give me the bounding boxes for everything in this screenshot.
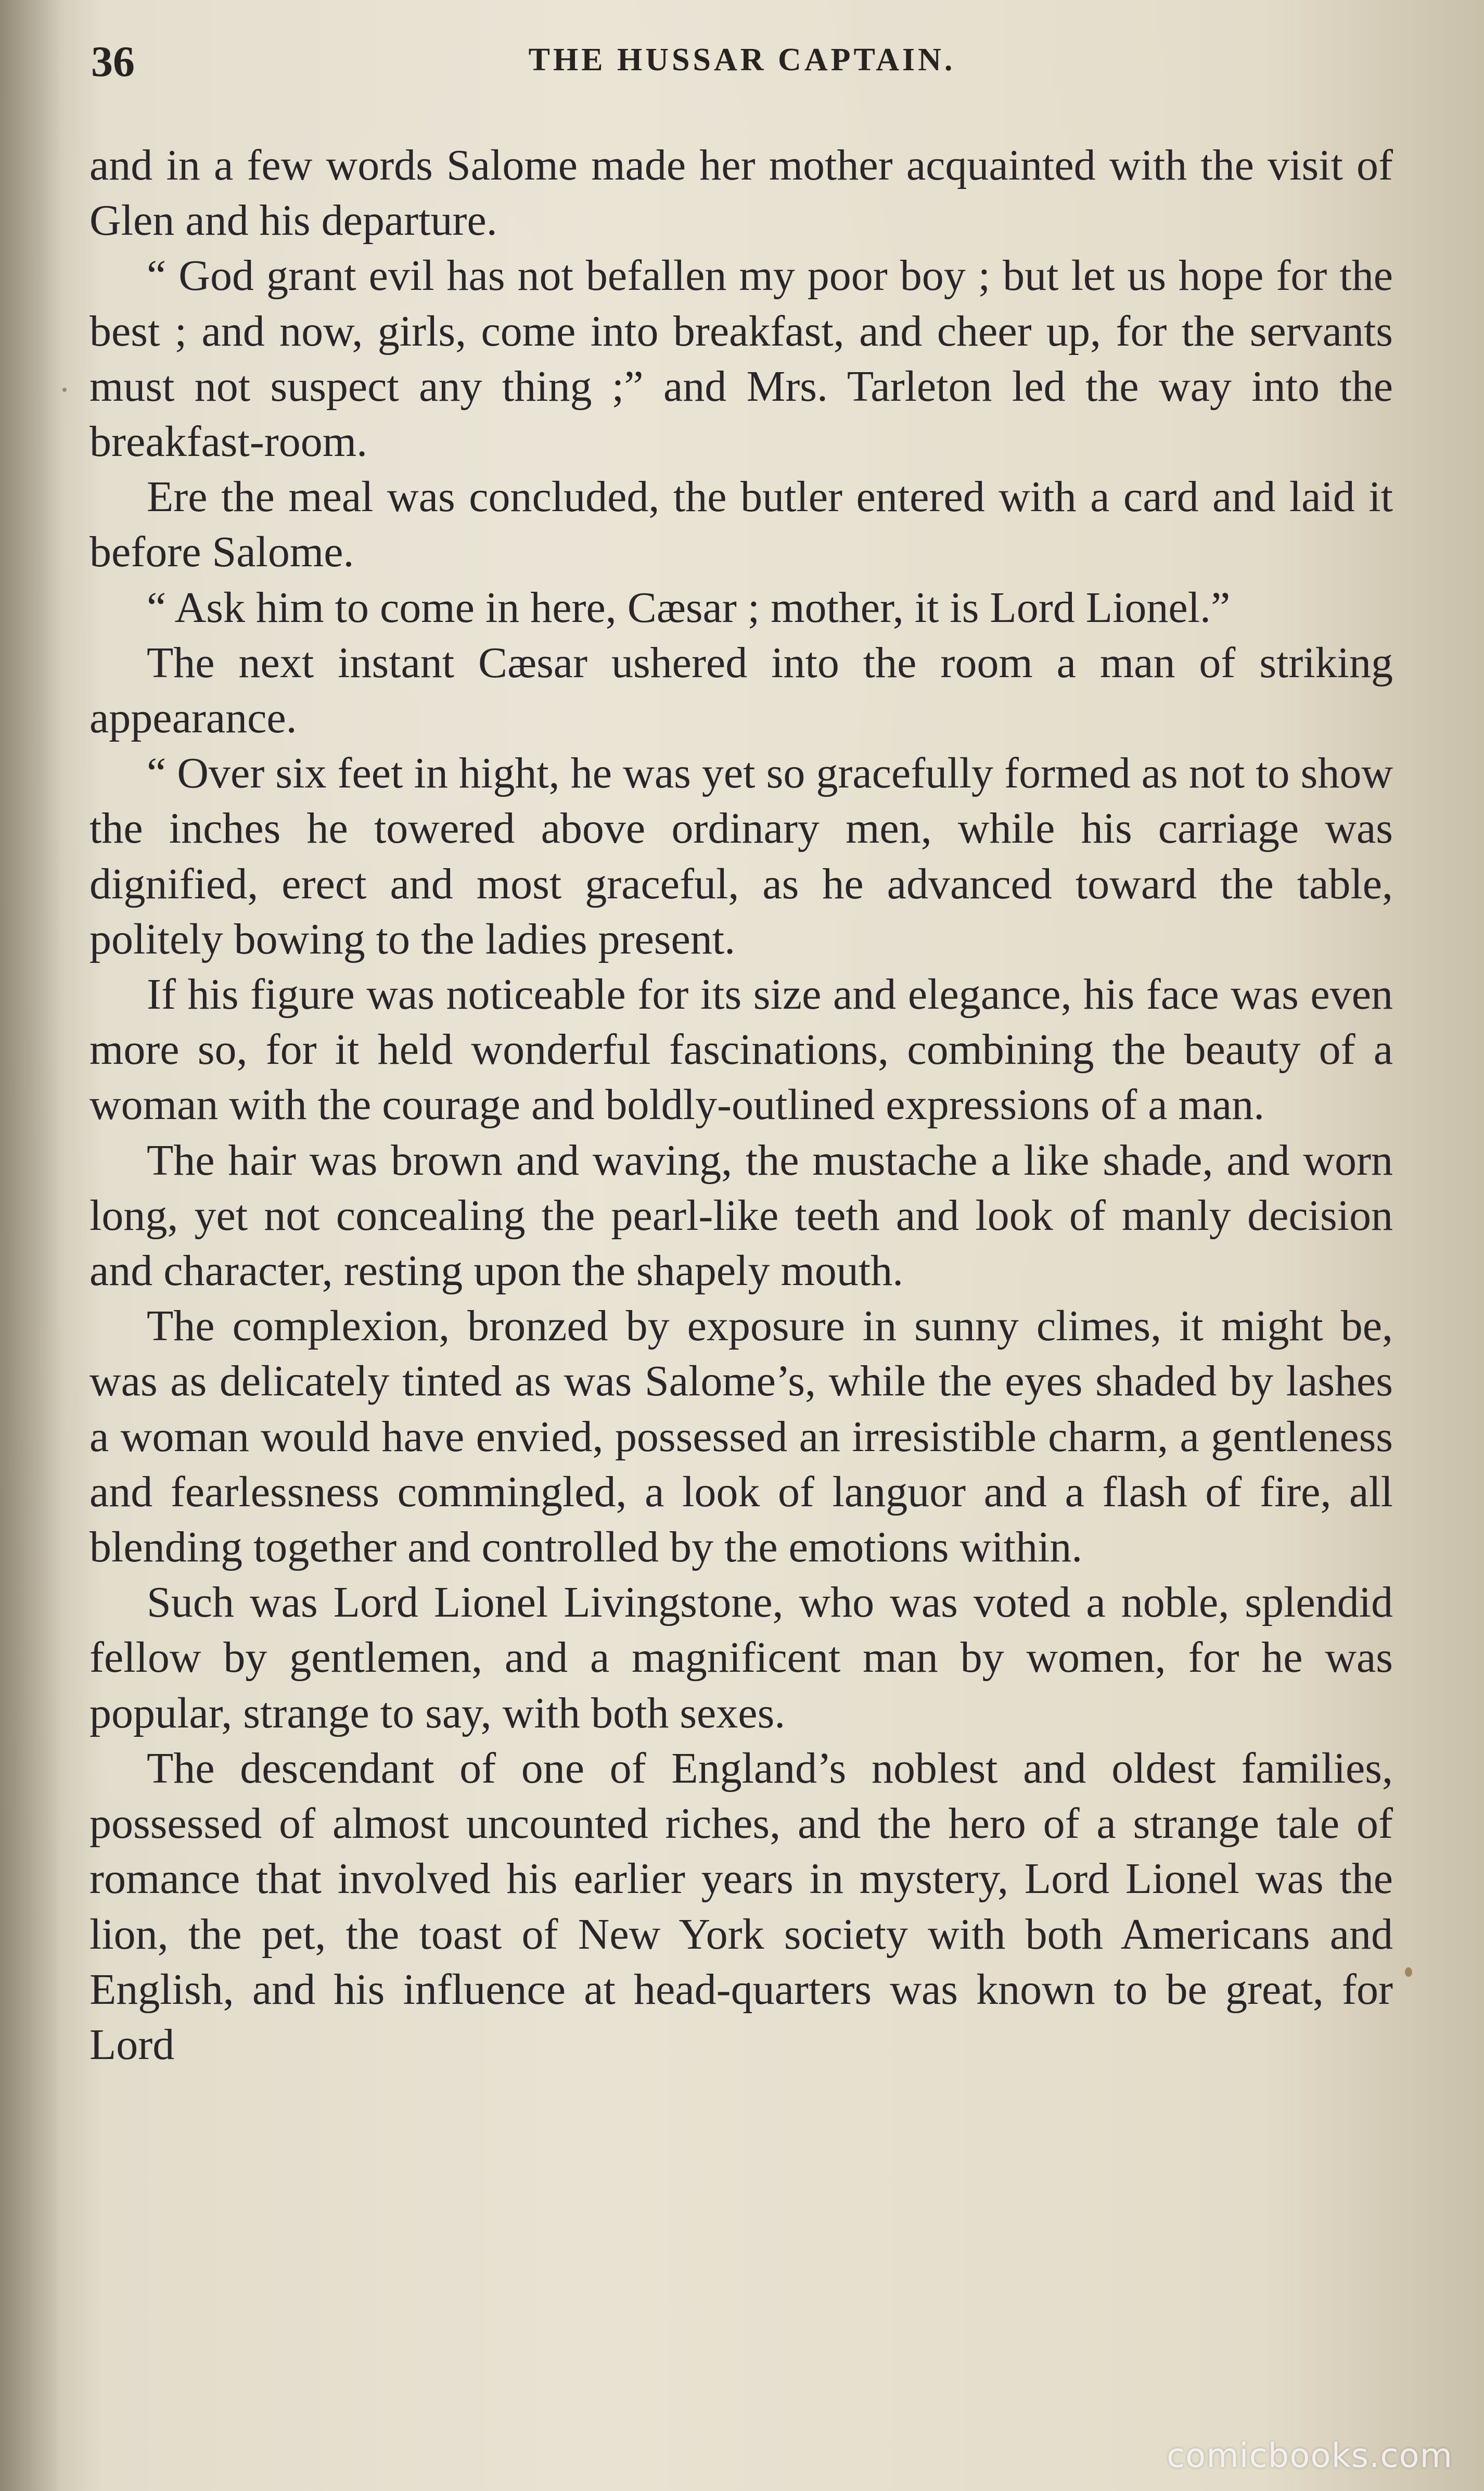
watermark: comicbooks.com — [1166, 2437, 1453, 2475]
running-head-title: THE HUSSAR CAPTAIN. — [528, 42, 956, 78]
paragraph: “ Over six feet in hight, he was yet so gracefully formed as not to show the inches he towered above ordinary men, while his carriage was dignified, erect and most graceful, as he advanced toward the table, politely bowing to the ladies present. — [89, 749, 1393, 963]
paragraph: The hair was brown and waving, the mustache a like shade, and worn long, yet not concealing the pearl-like teeth and look of manly decision and character, resting upon the shapely mouth. — [89, 1136, 1393, 1295]
page-number: 36 — [91, 37, 135, 86]
paragraph: Ere the meal was concluded, the butler entered with a card and laid it before Salome. — [89, 473, 1393, 577]
paragraph: The next instant Cæsar ushered into the room a man of striking appearance. — [89, 638, 1393, 743]
paragraph: The descendant of one of England’s noblest and oldest families, possessed of almost uncounted riches, and the hero of a strange tale of romance that involved his earlier years in mystery, Lord Lionel was the lion, the pet, the toast of New York society with both Americans and English, and his influence at head-quarters was known to be great, for Lord — [89, 1744, 1393, 2069]
paper-speck — [62, 388, 67, 392]
page-header — [91, 36, 1393, 88]
page-gutter-shadow — [0, 0, 62, 2491]
paragraph: If his figure was noticeable for its size and elegance, his face was even more so, for it held wonderful fascinations, combining the beauty of a woman with the courage and boldly-outlined expressions of a man. — [89, 970, 1393, 1129]
paper-speck — [1405, 1967, 1412, 1977]
paragraph: Such was Lord Lionel Livingstone, who was voted a noble, splendid fellow by gentlemen, and a magnificent man by women, for he was popular, strange to say, with both sexes. — [89, 1578, 1393, 1737]
paragraph: “ Ask him to come in here, Cæsar ; mother, it is Lord Lionel.” — [147, 583, 1231, 632]
body-text — [89, 138, 1393, 2073]
paragraph: “ God grant evil has not befallen my poor boy ; but let us hope for the best ; and now, girls, come into breakfast, and cheer up, for the servants must not suspect any thing ;” and Mrs. Tarleton led the way into the breakfast-room. — [89, 251, 1393, 466]
paragraph: The complexion, bronzed by exposure in sunny climes, it might be, was as delicately tinted as was Salome’s, while the eyes shaded by lashes a woman would have envied, possessed an irresistible charm, a gentleness and fearlessness commingled, a look of languor and a flash of fire, all blending together and controlled by the emotions within. — [89, 1302, 1393, 1572]
paragraph: and in a few words Salome made her mother acquainted with the visit of Glen and his departure. — [89, 141, 1393, 245]
